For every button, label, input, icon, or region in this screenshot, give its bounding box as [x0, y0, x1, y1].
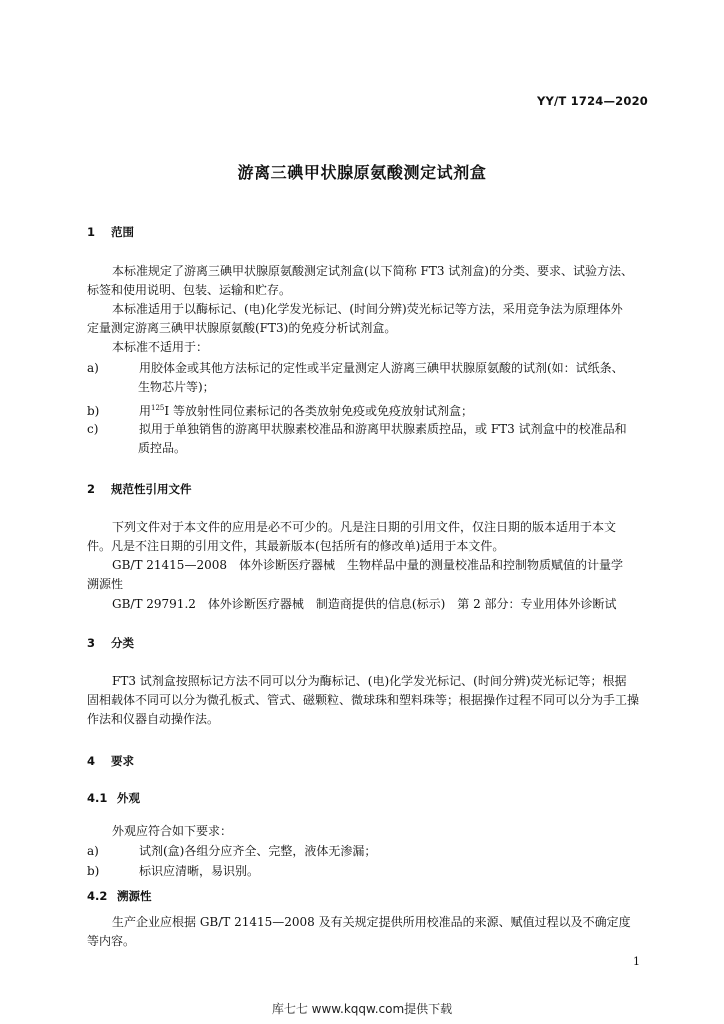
paragraph-line: 本标准适用于以酶标记、(电)化学发光标记、(时间分辨)荧光标记等方法，采用竞争法为原理体外 — [112, 302, 623, 316]
section-title: 溯源性 — [117, 889, 152, 903]
standard-code: YY/T 1724—2020 — [536, 94, 648, 108]
paragraph-line: 生产企业应根据 GB/T 21415—2008 及有关规定提供所用校准品的来源、赋值过程以及不确定度 — [112, 915, 631, 929]
list-text: 拟用于单独销售的游离甲状腺素校准品和游离甲状腺素质控品，或 FT3 试剂盒中的校准品和 — [139, 422, 627, 436]
reference-line: 溯源性 — [87, 577, 124, 591]
section-title: 规范性引用文件 — [111, 482, 192, 496]
section-title: 外观 — [117, 791, 140, 805]
list-item — [87, 863, 259, 879]
section-4-heading — [87, 753, 134, 769]
list-label: a) — [87, 844, 99, 858]
list-item — [87, 400, 473, 419]
section-number: 4.1 — [87, 791, 108, 805]
list-label: c) — [87, 422, 99, 436]
download-footer: 库七七 www.kqqw.com提供下载 — [271, 1002, 453, 1016]
document-title: 游离三碘甲状腺原氨酸测定试剂盒 — [237, 163, 487, 182]
list-item — [87, 360, 624, 376]
paragraph-line: 标签和使用说明、包装、运输和贮存。 — [87, 283, 292, 297]
section-4-2-heading — [87, 888, 152, 904]
section-title: 分类 — [111, 636, 134, 650]
reference-line: GB/T 21415—2008 体外诊断医疗器械 生物样品中量的测量校准品和控制物质赋值的计量学 — [112, 558, 623, 572]
paragraph-line: 件。凡是不注日期的引用文件，其最新版本(包括所有的修改单)适用于本文件。 — [87, 539, 505, 553]
section-number: 4 — [87, 754, 96, 768]
isotope-superscript: 125 — [151, 404, 165, 412]
paragraph-line: FT3 试剂盒按照标记方法不同可以分为酶标记、(电)化学发光标记、(时间分辨)荧光标记等；根据 — [112, 674, 627, 688]
paragraph-line: 外观应符合如下要求： — [112, 824, 233, 838]
section-title: 要求 — [111, 754, 134, 768]
section-3-heading — [87, 635, 134, 651]
section-4-1-heading — [87, 790, 140, 806]
paragraph-line: 固相载体不同可以分为微孔板式、管式、磁颗粒、微球珠和塑料珠等；根据操作过程不同可以分为手工操 — [87, 693, 640, 707]
paragraph-line: 作法和仪器自动操作法。 — [87, 712, 220, 726]
list-text: 试剂(盒)各组分应齐全、完整，液体无渗漏； — [139, 844, 377, 858]
list-label: b) — [87, 864, 100, 878]
list-label: b) — [87, 404, 100, 418]
paragraph-line: 本标准规定了游离三碘甲状腺原氨酸测定试剂盒(以下简称 FT3 试剂盒)的分类、要求、试验方法、 — [112, 264, 633, 278]
paragraph-line: 下列文件对于本文件的应用是必不可少的。凡是注日期的引用文件，仅注日期的版本适用于本文 — [112, 520, 617, 534]
section-2-heading — [87, 481, 192, 497]
section-1-heading — [87, 224, 134, 240]
list-item-continuation: 生物芯片等)； — [138, 380, 215, 394]
section-number: 1 — [87, 225, 96, 239]
section-number: 4.2 — [87, 889, 108, 903]
section-number: 3 — [87, 636, 96, 650]
page-number: 1 — [633, 955, 640, 968]
list-item-continuation: 质控品。 — [138, 441, 187, 455]
list-item — [87, 843, 376, 859]
list-text: 标识应清晰，易识别。 — [139, 864, 260, 878]
paragraph-line: 本标准不适用于： — [112, 340, 209, 354]
section-number: 2 — [87, 482, 96, 496]
paragraph-line: 定量测定游离三碘甲状腺原氨酸(FT3)的免疫分析试剂盒。 — [87, 321, 397, 335]
list-text: I 等放射性同位素标记的各类放射免疫或免疫放射试剂盒； — [164, 404, 473, 418]
section-title: 范围 — [111, 225, 134, 239]
list-item — [87, 421, 627, 437]
list-label: a) — [87, 361, 99, 375]
list-text: 用胶体金或其他方法标记的定性或半定量测定人游离三碘甲状腺原氨酸的试剂(如：试纸条、 — [139, 361, 624, 375]
paragraph-line: 等内容。 — [87, 934, 136, 948]
list-text-prefix: 用 — [139, 404, 152, 418]
reference-line: GB/T 29791.2 体外诊断医疗器械 制造商提供的信息(标示) 第 2 部分：专业用体外诊断试 — [112, 597, 617, 611]
